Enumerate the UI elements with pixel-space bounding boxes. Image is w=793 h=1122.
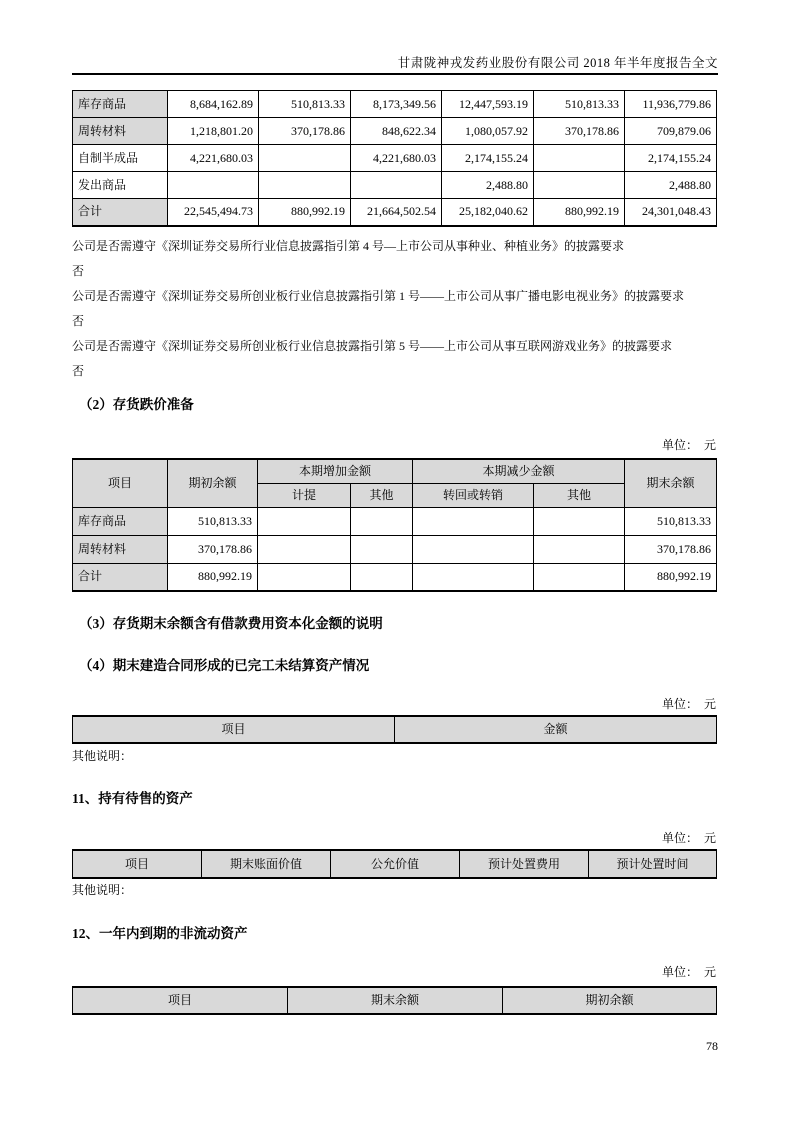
compliance-line: 公司是否需遵守《深圳证券交易所创业板行业信息披露指引第 5 号——上市公司从事互联网游戏业务》的披露要求 [72, 339, 673, 353]
header-cell: 本期减少金额 [413, 459, 625, 483]
compliance-line: 公司是否需遵守《深圳证券交易所创业板行业信息披露指引第 1 号——上市公司从事广播电影电视业务》的披露要求 [72, 289, 685, 303]
amount-cell: 4,221,680.03 [351, 145, 442, 172]
header-cell: 期末余额 [288, 987, 503, 1014]
header-rule [72, 73, 718, 75]
table-row [73, 563, 717, 591]
amount-cell [168, 172, 259, 199]
header-cell: 预计处置时间 [589, 850, 717, 878]
amount-cell: 21,664,502.54 [351, 199, 442, 226]
amount-cell: 510,813.33 [168, 507, 258, 535]
page-number: 78 [706, 1039, 718, 1053]
inventory-table [72, 90, 717, 227]
unit-label: 单位： 元 [661, 831, 716, 845]
amount-cell [351, 563, 413, 591]
amount-cell: 4,221,680.03 [168, 145, 259, 172]
amount-cell: 8,173,349.56 [351, 91, 442, 118]
noncurrent-assets-table [72, 986, 717, 1015]
row-label: 库存商品 [73, 91, 168, 118]
header-cell: 期初余额 [168, 459, 258, 507]
table-row [73, 172, 717, 199]
other-note: 其他说明： [72, 749, 133, 763]
amount-cell: 880,992.19 [168, 563, 258, 591]
header-cell: 预计处置费用 [460, 850, 589, 878]
construction-contract-table [72, 715, 717, 744]
compliance-answer: 否 [72, 364, 85, 378]
header-cell: 项目 [73, 716, 395, 743]
row-label: 周转材料 [73, 535, 168, 563]
row-label: 库存商品 [73, 507, 168, 535]
header-cell: 期末账面价值 [202, 850, 331, 878]
amount-cell [413, 507, 534, 535]
header-cell: 其他 [351, 483, 413, 507]
table-header-row [73, 716, 717, 743]
amount-cell [351, 507, 413, 535]
section-heading-impairment: （2）存货跌价准备 [79, 397, 194, 412]
amount-cell [258, 563, 351, 591]
amount-cell: 370,178.86 [168, 535, 258, 563]
row-label: 发出商品 [73, 172, 168, 199]
section-heading-capitalized-borrowing: （3）存货期末余额含有借款费用资本化金额的说明 [79, 616, 383, 631]
amount-cell [534, 507, 625, 535]
amount-cell: 11,936,779.86 [625, 91, 717, 118]
amount-cell [413, 535, 534, 563]
amount-cell: 880,992.19 [534, 199, 625, 226]
row-label: 合计 [73, 199, 168, 226]
header-cell: 期初余额 [503, 987, 717, 1014]
unit-label: 单位： 元 [661, 438, 716, 452]
table-header-row [73, 459, 717, 483]
amount-cell [351, 172, 442, 199]
amount-cell: 25,182,040.62 [442, 199, 534, 226]
unit-label: 单位： 元 [661, 965, 716, 979]
amount-cell: 8,684,162.89 [168, 91, 259, 118]
table-header-row [73, 850, 717, 878]
amount-cell [413, 563, 534, 591]
amount-cell [259, 172, 351, 199]
amount-cell: 2,488.80 [442, 172, 534, 199]
amount-cell [259, 145, 351, 172]
header-cell: 公允价值 [331, 850, 460, 878]
compliance-line: 公司是否需遵守《深圳证券交易所行业信息披露指引第 4 号—上市公司从事种业、种植业务》的披露要求 [72, 239, 625, 253]
amount-cell [258, 535, 351, 563]
amount-cell: 12,447,593.19 [442, 91, 534, 118]
amount-cell: 2,488.80 [625, 172, 717, 199]
table-row [73, 118, 717, 145]
amount-cell: 22,545,494.73 [168, 199, 259, 226]
header-cell: 转回或转销 [413, 483, 534, 507]
amount-cell: 2,174,155.24 [625, 145, 717, 172]
held-for-sale-table [72, 849, 717, 879]
table-header-row [73, 987, 717, 1014]
amount-cell: 848,622.34 [351, 118, 442, 145]
section-heading-noncurrent-due-within-year: 12、一年内到期的非流动资产 [72, 926, 248, 941]
amount-cell: 709,879.06 [625, 118, 717, 145]
row-label: 周转材料 [73, 118, 168, 145]
amount-cell [534, 535, 625, 563]
table-row [73, 91, 717, 118]
amount-cell: 510,813.33 [534, 91, 625, 118]
compliance-answer: 否 [72, 264, 85, 278]
impairment-table [72, 458, 717, 592]
amount-cell: 1,080,057.92 [442, 118, 534, 145]
amount-cell [258, 507, 351, 535]
compliance-answer: 否 [72, 314, 85, 328]
table-row [73, 535, 717, 563]
amount-cell [534, 172, 625, 199]
table-row [73, 507, 717, 535]
unit-label: 单位： 元 [661, 697, 716, 711]
header-cell: 期末余额 [625, 459, 717, 507]
page-header-title: 甘肃陇神戎发药业股份有限公司 2018 年半年度报告全文 [397, 56, 718, 70]
header-cell: 计提 [258, 483, 351, 507]
header-cell: 金额 [395, 716, 717, 743]
amount-cell: 510,813.33 [625, 507, 717, 535]
other-note: 其他说明： [72, 883, 133, 897]
header-cell: 本期增加金额 [258, 459, 413, 483]
row-label: 合计 [73, 563, 168, 591]
header-cell: 其他 [534, 483, 625, 507]
amount-cell: 880,992.19 [625, 563, 717, 591]
amount-cell: 510,813.33 [259, 91, 351, 118]
amount-cell: 370,178.86 [534, 118, 625, 145]
compliance-paragraphs [72, 234, 718, 384]
header-cell: 项目 [73, 459, 168, 507]
table-row [73, 145, 717, 172]
amount-cell: 24,301,048.43 [625, 199, 717, 226]
amount-cell [351, 535, 413, 563]
amount-cell [534, 563, 625, 591]
amount-cell: 370,178.86 [259, 118, 351, 145]
table-row [73, 199, 717, 226]
amount-cell: 1,218,801.20 [168, 118, 259, 145]
header-cell: 项目 [73, 850, 202, 878]
amount-cell: 880,992.19 [259, 199, 351, 226]
section-heading-held-for-sale: 11、持有待售的资产 [72, 791, 193, 806]
header-cell: 项目 [73, 987, 288, 1014]
section-heading-construction-contract: （4）期末建造合同形成的已完工未结算资产情况 [79, 658, 370, 673]
amount-cell: 2,174,155.24 [442, 145, 534, 172]
row-label: 自制半成品 [73, 145, 168, 172]
amount-cell: 370,178.86 [625, 535, 717, 563]
amount-cell [534, 145, 625, 172]
